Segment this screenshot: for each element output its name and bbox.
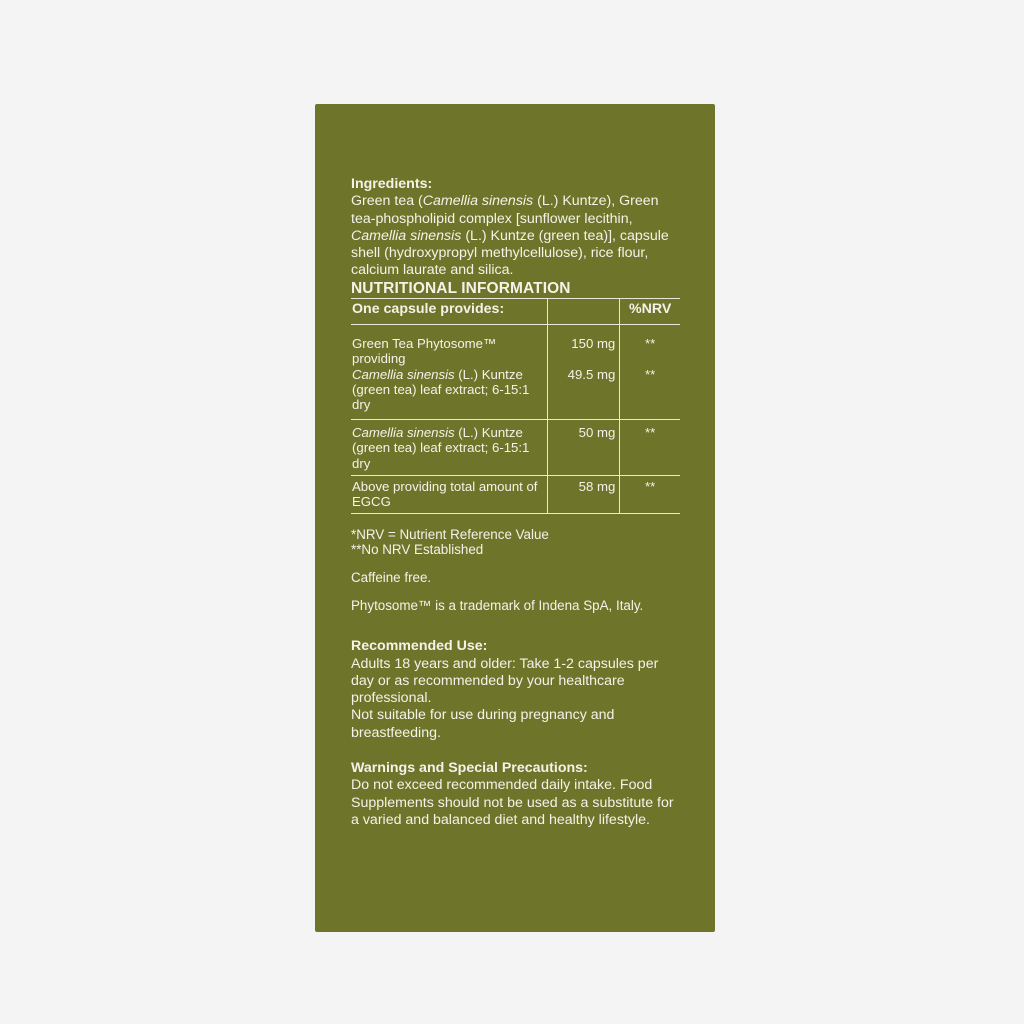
table-row xyxy=(351,476,680,514)
row-nrv: ** xyxy=(620,476,680,514)
ingredients-text-part-1: Green tea ( xyxy=(351,193,423,210)
nrv-phytosome: ** xyxy=(645,335,656,351)
row-amount: 58 mg xyxy=(548,476,620,514)
row-amount: 50 mg xyxy=(548,419,620,475)
ingredients-text-part-2: (L.) Kuntze), Green tea-phospholipid complex [sunflower lecithin, xyxy=(351,193,659,227)
latin-name: Camellia sinensis xyxy=(352,366,455,382)
warnings-text: Do not exceed recommended daily intake. Food Supplements should not be used as a substitute for a varied and balanced diet and healthy lifestyle. xyxy=(351,777,674,828)
caffeine-note: Caffeine free. xyxy=(351,570,432,586)
row-description: Above providing total amount of EGCG xyxy=(351,476,548,514)
ingredients-latin-name-1: Camellia sinensis xyxy=(422,193,534,210)
warnings-section xyxy=(351,760,681,829)
recommended-use-text-2: Not suitable for use during pregnancy and breastfeeding. xyxy=(351,707,615,741)
row-nrv xyxy=(620,324,680,419)
amount-phytosome: 150 mg xyxy=(571,335,616,351)
recommended-use-section xyxy=(351,638,681,742)
no-nrv-note: **No NRV Established xyxy=(351,542,484,558)
warnings-heading: Warnings and Special Precautions: xyxy=(351,760,588,776)
amount-extract: 49.5 mg xyxy=(567,367,616,383)
nrv-footnotes xyxy=(351,527,681,558)
row-nrv: ** xyxy=(620,419,680,475)
nutrition-table-header xyxy=(351,298,680,324)
ingredients-latin-name-2: Camellia sinensis xyxy=(351,227,462,244)
nrv-extract: ** xyxy=(645,367,656,383)
row-description xyxy=(351,419,548,475)
recommended-use-text: Adults 18 years and older: Take 1-2 capsules per day or as recommended by your healthcare professional. xyxy=(351,655,659,707)
label-content xyxy=(351,176,681,829)
trademark-note: Phytosome™ is a trademark of Indena SpA, Italy. xyxy=(351,597,644,613)
phytosome-line: Green Tea Phytosome™ providing xyxy=(352,335,497,367)
ingredients-heading: Ingredients: xyxy=(351,176,433,192)
spacer xyxy=(548,351,615,367)
header-serving: One capsule provides: xyxy=(351,298,548,324)
spacer xyxy=(620,351,680,367)
header-amount xyxy=(548,298,620,324)
ingredients-text xyxy=(351,193,681,279)
nrv-definition: *NRV = Nutrient Reference Value xyxy=(351,526,549,542)
product-label-panel xyxy=(315,104,715,932)
table-row xyxy=(351,324,680,419)
extract-text: (L.) Kuntze (green tea) leaf extract; 6-15:1 dry xyxy=(352,424,530,471)
row-amount xyxy=(548,324,620,419)
nutrition-title: NUTRITIONAL INFORMATION xyxy=(351,279,571,297)
extract-text: (L.) Kuntze (green tea) leaf extract; 6-15:1 dry xyxy=(352,366,530,413)
row-description xyxy=(351,324,548,419)
header-nrv: %NRV xyxy=(620,298,680,324)
table-row xyxy=(351,419,680,475)
latin-name: Camellia sinensis xyxy=(352,424,455,440)
nutrition-table xyxy=(351,298,680,514)
extract-line xyxy=(352,367,547,413)
ingredients-text-part-3: (L.) Kuntze (green tea)], capsule shell (hydroxypropyl methylcellulose), rice flour, calcium laurate and silica. xyxy=(351,227,669,279)
recommended-use-heading: Recommended Use: xyxy=(351,638,488,655)
